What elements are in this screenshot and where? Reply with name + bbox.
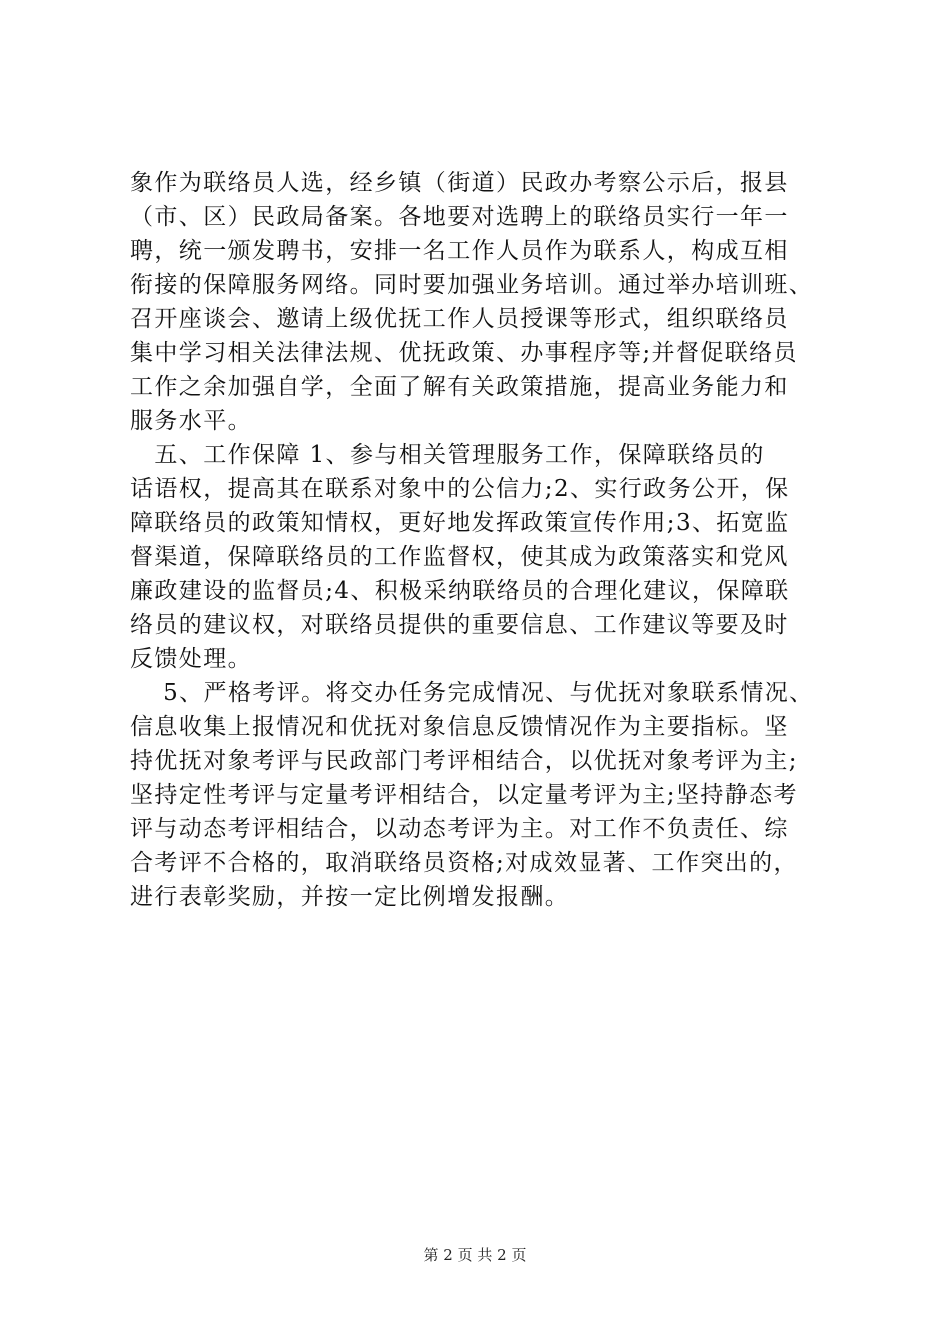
text-line: 进行表彰奖励，并按一定比例增发报酬。	[130, 884, 570, 910]
text-line: 持优抚对象考评与民政部门考评相结合，以优抚对象考评为主;	[130, 748, 798, 774]
text-line: 廉政建设的监督员;4、积极采纳联络员的合理化建议，保障联	[130, 578, 790, 604]
text-line: 服务水平。	[130, 408, 252, 434]
text-line: 集中学习相关法律法规、优抚政策、办事程序等;并督促联络员	[130, 340, 798, 366]
text-line: 反馈处理。	[130, 646, 252, 672]
text-line: （市、区）民政局备案。各地要对选聘上的联络员实行一年一	[130, 204, 789, 230]
text-line: 话语权，提高其在联系对象中的公信力;2、实行政务公开，保	[130, 476, 790, 502]
text-line: 象作为联络员人选，经乡镇（街道）民政办考察公示后，报县	[130, 170, 789, 196]
text-line: 络员的建议权，对联络员提供的重要信息、工作建议等要及时	[130, 612, 789, 638]
text-line: 聘，统一颁发聘书，安排一名工作人员作为联系人，构成互相	[130, 238, 789, 264]
text-line: 障联络员的政策知情权，更好地发挥政策宣传作用;3、拓宽监	[130, 510, 790, 536]
text-line: 5、严格考评。将交办任务完成情况、与优抚对象联系情况、	[130, 680, 814, 706]
text-line: 合考评不合格的，取消联络员资格;对成效显著、工作突出的，	[130, 850, 798, 876]
text-line: 召开座谈会、邀请上级优抚工作人员授课等形式，组织联络员	[130, 306, 789, 332]
text-line: 评与动态考评相结合，以动态考评为主。对工作不负责任、综	[130, 816, 789, 842]
page-footer: 第 2 页 共 2 页	[423, 1246, 527, 1264]
text-line: 衔接的保障服务网络。同时要加强业务培训。通过举办培训班、	[130, 272, 814, 298]
text-line: 督渠道，保障联络员的工作监督权，使其成为政策落实和党风	[130, 544, 789, 570]
text-line: 信息收集上报情况和优抚对象信息反馈情况作为主要指标。坚	[130, 714, 789, 740]
document-body	[130, 166, 835, 914]
text-line: 工作之余加强自学，全面了解有关政策措施，提高业务能力和	[130, 374, 789, 400]
text-line: 五、工作保障 1、参与相关管理服务工作，保障联络员的	[130, 442, 765, 468]
text-line: 坚持定性考评与定量考评相结合，以定量考评为主;坚持静态考	[130, 782, 798, 808]
